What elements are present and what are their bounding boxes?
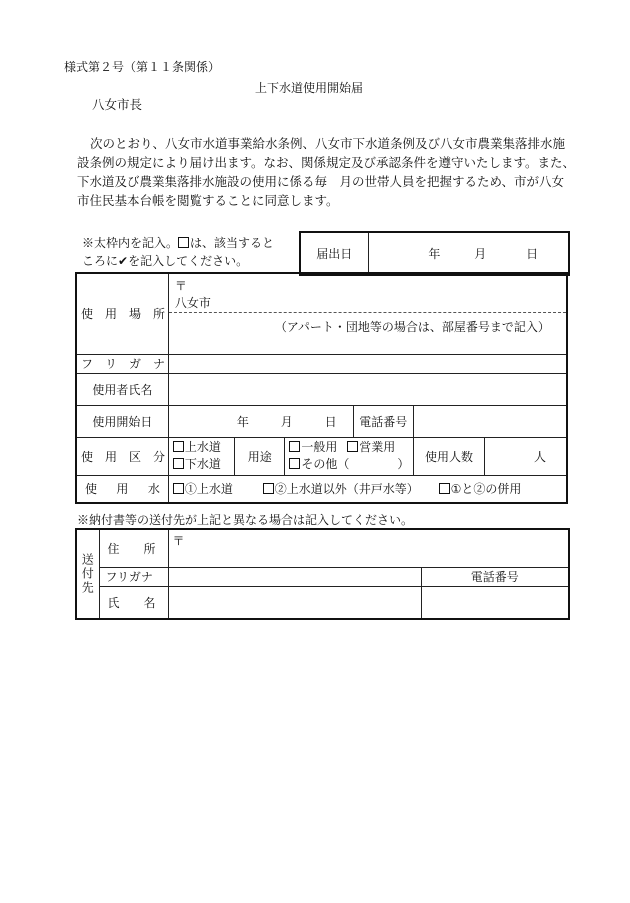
- option-label: ②上水道以外（井戸水等）: [274, 482, 419, 497]
- phone-field[interactable]: [413, 405, 567, 437]
- option-label: ①と②の併用: [450, 482, 522, 497]
- checkbox-icon[interactable]: [289, 441, 300, 452]
- checkbox-icon[interactable]: [263, 483, 274, 494]
- water-source-label: [76, 475, 168, 503]
- purpose-options: [285, 437, 414, 475]
- note-text: は、該当すると: [190, 236, 275, 250]
- delivery-address-table: [75, 528, 570, 620]
- month-label: 月: [280, 414, 293, 429]
- option-label: その他（: [301, 457, 350, 471]
- furigana-label: フ リ ガ ナ: [76, 354, 168, 373]
- upper-water-option[interactable]: [173, 439, 230, 456]
- people-unit: 人: [533, 449, 546, 464]
- city-prefix: 八女市: [174, 296, 211, 310]
- user-name-label: 使用者氏名: [76, 373, 168, 405]
- water-source-option-3[interactable]: [439, 482, 522, 496]
- checkbox-icon[interactable]: [347, 441, 358, 452]
- postal-mark: 〒: [172, 534, 185, 548]
- start-date-label: 使用開始日: [76, 405, 168, 437]
- other-use-option[interactable]: [289, 456, 409, 473]
- checkbox-icon: [178, 237, 189, 248]
- option-label: 営業用: [359, 440, 396, 454]
- option-label: 上水道: [184, 440, 221, 454]
- users-count-field[interactable]: [485, 437, 567, 475]
- year-label: 年: [428, 247, 441, 261]
- instruction-note: [82, 234, 274, 270]
- furigana-label: フリガナ: [99, 567, 168, 586]
- label-char: 名: [143, 595, 156, 610]
- delivery-address-note: ※納付書等の送付先が上記と異なる場合は記入してください。: [77, 513, 414, 527]
- location-label: 使 用 場 所: [76, 273, 168, 354]
- submission-date-box: [299, 231, 570, 276]
- water-source-option-2[interactable]: [263, 482, 419, 496]
- furigana-field[interactable]: [168, 354, 567, 373]
- form-title: 上下水道使用開始届: [255, 81, 364, 95]
- general-use-option[interactable]: [289, 440, 337, 454]
- business-use-option[interactable]: [347, 440, 395, 454]
- addressee: 八女市長: [92, 97, 143, 112]
- address-label: [99, 529, 168, 567]
- start-date-field[interactable]: [168, 405, 353, 437]
- body-paragraph: 次のとおり、八女市水道事業給水条例、八女市下水道条例及び八女市農業集落排水施設条例の規定により届け出ます。なお、関係規定及び承認条件を遵守いたします。また、下水道及び農業集落排水施設の使用に係る毎 月の世帯人員を把握するため、市が八女市住民基本台帳を閲覧することに同意します。: [77, 136, 576, 208]
- body-text: [77, 134, 575, 210]
- label-char: 住: [107, 541, 120, 556]
- name-label: [99, 586, 168, 619]
- submission-date-label: 届出日: [300, 232, 368, 275]
- users-count-label: 使用人数: [413, 437, 484, 475]
- lower-water-option[interactable]: [173, 456, 230, 473]
- checkbox-icon[interactable]: [289, 458, 300, 469]
- furigana-field[interactable]: [168, 567, 421, 586]
- phone-label: 電話番号: [353, 405, 413, 437]
- note-text: ころに: [82, 254, 119, 268]
- address-field[interactable]: [168, 529, 569, 567]
- label-char: 氏: [107, 595, 120, 610]
- checkmark-icon: ✔: [118, 254, 129, 268]
- label-char: 用: [116, 482, 129, 497]
- note-text: ※太枠内を記入。: [82, 236, 179, 250]
- user-name-field[interactable]: [168, 373, 567, 405]
- form-number: 様式第２号（第１１条関係）: [64, 60, 221, 74]
- note-text: を記入してください。: [128, 254, 249, 268]
- phone-field[interactable]: [421, 586, 569, 619]
- option-label: 下水道: [184, 457, 221, 471]
- option-label: 一般用: [301, 440, 338, 454]
- day-label: 日: [526, 247, 539, 261]
- delivery-side-label: 送付先: [76, 529, 99, 619]
- checkbox-icon[interactable]: [173, 483, 184, 494]
- label-char: 水: [147, 482, 160, 497]
- water-source-options: [168, 475, 567, 503]
- label-char: 使: [85, 482, 98, 497]
- location-field[interactable]: [168, 273, 567, 354]
- day-label: 日: [324, 414, 337, 429]
- apartment-note: （アパート・団地等の場合は、部屋番号まで記入）: [274, 320, 550, 334]
- category-label: 使 用 区 分: [76, 437, 168, 475]
- checkbox-icon[interactable]: [439, 483, 450, 494]
- month-label: 月: [474, 247, 487, 261]
- checkbox-icon[interactable]: [173, 441, 184, 452]
- option-label: ①上水道: [184, 482, 233, 497]
- main-form-table: [75, 272, 568, 504]
- checkbox-icon[interactable]: [173, 458, 184, 469]
- year-label: 年: [236, 414, 249, 429]
- purpose-label: 用途: [235, 437, 285, 475]
- option-label: ）: [397, 457, 410, 471]
- phone-label: 電話番号: [421, 567, 569, 586]
- submission-date-field[interactable]: [368, 232, 569, 275]
- water-source-option-1[interactable]: [173, 482, 233, 496]
- label-char: 所: [143, 541, 156, 556]
- name-field[interactable]: [168, 586, 421, 619]
- postal-mark: 〒: [174, 279, 187, 293]
- water-type-options: [168, 437, 234, 475]
